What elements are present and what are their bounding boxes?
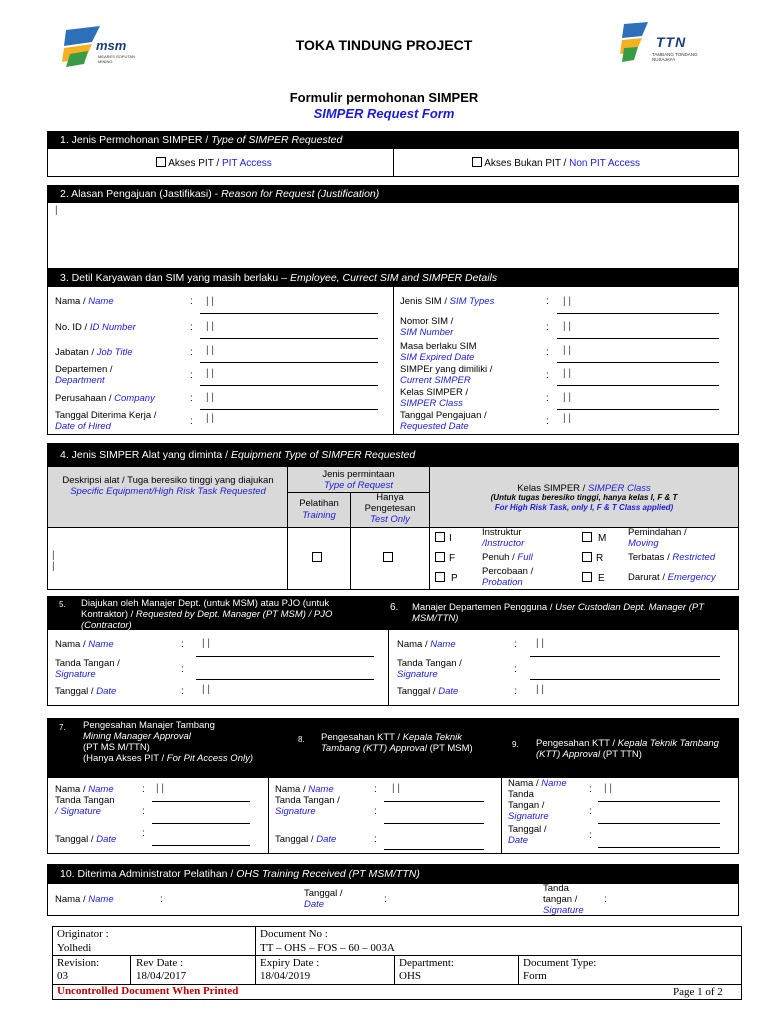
s5-signature-label: Tanda Tangan / Signature xyxy=(55,658,120,680)
docno-label: Document No : xyxy=(260,928,328,940)
revision-label: Revision: xyxy=(57,957,100,969)
class-m-option[interactable]: M xyxy=(582,532,606,544)
s8-date-label: Tanggal / Date xyxy=(275,834,337,845)
section4-title-en: Equipment Type of SIMPER Requested xyxy=(231,449,416,461)
s9-signature-label: Tanda Tangan / Signature xyxy=(508,789,549,822)
s9-name-label: Nama / Name xyxy=(508,778,567,789)
job-title-label: Jabatan / Job Title xyxy=(55,347,133,358)
class-f-option[interactable]: F xyxy=(435,552,455,564)
uncontrolled-notice: Uncontrolled Document When Printed xyxy=(57,985,239,997)
employee-id-label: No. ID / ID Number xyxy=(55,322,136,333)
pit-access-checkbox[interactable] xyxy=(156,157,166,167)
s8-name-label: Nama / Name xyxy=(275,784,334,795)
sim-type-label: Jenis SIM / SIM Types xyxy=(400,296,495,307)
department-footer-label: Department: xyxy=(399,957,454,969)
s7-name-label: Nama / Name xyxy=(55,784,114,795)
revdate-label: Rev Date : xyxy=(136,957,184,969)
company-input[interactable]: | | xyxy=(200,390,378,410)
s6-signature-label: Tanda Tangan / Signature xyxy=(397,658,462,680)
training-checkbox[interactable] xyxy=(312,552,322,564)
non-pit-access-label: Akses Bukan PIT / xyxy=(484,158,570,169)
simper-class-note: (Untuk tugas beresiko tinggi, hanya kelas I, F & T For High Risk Task, only I, F & T Class applied) xyxy=(490,493,678,512)
msm-logo-text: msm xyxy=(96,38,127,53)
section4-header xyxy=(47,443,739,467)
section3-title-en: Employee, Currect SIM and SIMPER Details xyxy=(289,272,498,284)
requested-date-input[interactable]: | | xyxy=(563,413,571,424)
department-input[interactable]: | | xyxy=(200,366,378,386)
sim-expiry-input[interactable]: | | xyxy=(557,343,719,363)
s5-name-label: Nama / Name xyxy=(55,639,114,650)
expiry-label: Expiry Date : xyxy=(260,957,320,969)
non-pit-access-checkbox[interactable] xyxy=(472,157,482,167)
request-type-col-header: Jenis permintaan Type of Request xyxy=(322,469,395,491)
s7-date-label: Tanggal / Date xyxy=(55,834,117,845)
simper-class-col-header: Kelas SIMPER / SIMPER Class xyxy=(517,483,651,494)
s5-name-input[interactable]: | | xyxy=(196,637,374,657)
section10-header xyxy=(47,864,739,884)
s10-signature-label: Tanda tangan / Signature xyxy=(543,883,584,916)
s7-signature-label: Tanda Tangan / Signature xyxy=(55,795,115,817)
employee-id-input[interactable]: | | xyxy=(200,319,378,339)
test-only-col-header: Hanya Pengetesan Test Only xyxy=(364,492,416,525)
s7-date-input[interactable] xyxy=(152,828,250,846)
section4-title: 4. Jenis SIMPER Alat yang diminta / xyxy=(60,449,229,461)
form-title: Formulir permohonan SIMPER xyxy=(289,90,479,105)
docno-value: TT – OHS – FOS – 60 – 003A xyxy=(260,942,395,954)
class-r-label: Terbatas / Restricted xyxy=(628,552,716,563)
class-p-label: Percobaan / Probation xyxy=(482,566,534,588)
section10-title-en: OHS Training Received (PT MSM/TTN) xyxy=(236,868,420,880)
equipment-col-header: Deskripsi alat / Tuga beresiko tinggi yang diajukan Specific Equipment/High Risk Task Requested xyxy=(62,475,274,497)
s10-signature-input[interactable] xyxy=(614,890,724,908)
section8-header: 8. Pengesahan KTT / Kepala Teknik Tambang (KTT) Approval (PT MSM) xyxy=(268,718,501,778)
sim-expiry-label: Masa berlaku SIM SIM Expired Date xyxy=(400,341,477,363)
hire-date-label: Tanggal Diterima Kerja / Date of Hired xyxy=(55,410,157,432)
pit-access-option[interactable] xyxy=(156,157,272,169)
s6-date-input[interactable]: | | xyxy=(536,684,544,695)
s6-signature-input[interactable] xyxy=(530,662,720,680)
non-pit-access-option[interactable] xyxy=(472,157,640,169)
class-e-label: Darurat / Emergency xyxy=(628,572,716,583)
msm-logo-subtext: MEARES SOPUTAN MINING xyxy=(98,54,136,64)
msm-logo xyxy=(62,24,146,72)
section1-title: 1. Jenis Permohonan SIMPER / xyxy=(60,134,209,146)
section7-header: 7. Pengesahan Manajer Tambang Mining Manager Approval (PT MS M/TTN) (Hanya Akses PIT / For Pit Access Only) xyxy=(47,718,268,778)
s10-date-label: Tanggal / Date xyxy=(304,888,343,910)
revision-value: 03 xyxy=(57,970,68,982)
training-col-header: Pelatihan Training xyxy=(299,498,339,521)
s7-name-input[interactable]: | | xyxy=(152,783,250,802)
ttn-logo-text: TTN xyxy=(656,34,687,50)
doctype-value: Form xyxy=(523,970,547,982)
s5-date-label: Tanggal / Date xyxy=(55,686,117,697)
simper-class-input[interactable]: | | xyxy=(557,390,719,410)
s7-signature-input[interactable] xyxy=(152,806,250,824)
ttn-logo-subtext: TAMBANG TONDANO NUSAJAYA xyxy=(652,52,698,62)
current-simper-label: SIMPEr yang dimiliki / Current SIMPER xyxy=(400,364,493,386)
section1-title-en: Type of SIMPER Requested xyxy=(211,134,343,146)
s9-date-label: Tanggal / Date xyxy=(508,824,547,846)
class-i-option[interactable]: I xyxy=(435,532,452,544)
class-e-option[interactable]: E xyxy=(582,572,605,584)
s6-name-input[interactable]: | | xyxy=(530,637,720,657)
s9-name-input[interactable]: | | xyxy=(598,783,720,802)
department-footer-value: OHS xyxy=(399,970,422,982)
pit-access-label-en: PIT Access xyxy=(221,158,272,169)
employee-name-input[interactable]: | | xyxy=(200,294,378,314)
sim-type-input[interactable]: | | xyxy=(557,294,719,314)
class-m-label: Pemindahan / Moving xyxy=(628,527,687,549)
section6-header: 6. Manajer Departemen Pengguna / User Custodian Dept. Manager (PT MSM/TTN) xyxy=(380,596,739,630)
s10-name-input[interactable] xyxy=(170,890,290,908)
justification-textarea[interactable]: | xyxy=(47,203,739,269)
section3-title: 3. Detil Karyawan dan SIM yang masih berlaku – xyxy=(60,272,288,284)
class-i-label: Instruktur /Instructor xyxy=(482,527,525,549)
section9-header: 9. Pengesahan KTT / Kepala Teknik Tambang (KTT) Approval (PT TTN) xyxy=(501,718,739,778)
job-title-input[interactable]: | | xyxy=(200,343,378,363)
section5-header: 5. Diajukan oleh Manajer Dept. (untuk MSM) atau PJO (untuk Kontraktor) / Requested by Dept. Manager (PT MSM) / PJO (Contractor) xyxy=(47,596,380,630)
s6-name-label: Nama / Name xyxy=(397,639,456,650)
section10-title: 10. Diterima Administrator Pelatihan / xyxy=(60,868,234,880)
s9-signature-input[interactable] xyxy=(598,806,720,824)
sim-number-label: Nomor SIM / SIM Number xyxy=(400,316,454,338)
form-subtitle: SIMPER Request Form xyxy=(313,106,455,121)
project-title: TOKA TINDUNG PROJECT xyxy=(295,37,473,53)
expiry-value: 18/04/2019 xyxy=(260,970,311,982)
pit-access-label: Akses PIT / xyxy=(168,158,222,169)
section2-title-en: Reason for Request (Justification) xyxy=(221,188,380,200)
section2-header xyxy=(47,185,739,203)
s5-signature-input[interactable] xyxy=(196,662,374,680)
employee-name-label: Nama / Name xyxy=(55,296,114,307)
originator-value: Yolhedi xyxy=(57,942,92,954)
s10-name-label: Nama / Name xyxy=(55,894,114,905)
test-only-checkbox[interactable] xyxy=(383,552,393,564)
ttn-logo xyxy=(618,22,708,72)
section1-header xyxy=(47,131,739,149)
s5-date-input[interactable]: | | xyxy=(202,684,210,695)
current-simper-input[interactable]: | | xyxy=(557,366,719,386)
hire-date-input[interactable]: | | xyxy=(206,413,214,424)
originator-label: Originator : xyxy=(57,928,109,940)
section3-header xyxy=(47,269,739,287)
s8-signature-label: Tanda Tangan / Signature xyxy=(275,795,340,817)
s8-date-input[interactable] xyxy=(384,832,484,850)
class-r-option[interactable]: R xyxy=(582,552,603,564)
s10-date-input[interactable] xyxy=(394,890,524,908)
class-f-label: Penuh / Full xyxy=(482,552,533,563)
s6-date-label: Tanggal / Date xyxy=(397,686,459,697)
simper-class-label: Kelas SIMPER / SIMPER Class xyxy=(400,387,469,409)
s8-signature-input[interactable] xyxy=(384,806,484,824)
sim-number-input[interactable]: | | xyxy=(557,319,719,339)
non-pit-access-label-en: Non PIT Access xyxy=(569,158,641,169)
revdate-value: 18/04/2017 xyxy=(136,970,187,982)
department-label: Departemen / Department xyxy=(55,364,113,386)
page-number: Page 1 of 2 xyxy=(673,986,723,998)
doctype-label: Document Type: xyxy=(523,957,597,969)
s9-date-input[interactable] xyxy=(598,830,720,848)
company-label: Perusahaan / Company xyxy=(55,393,155,404)
class-p-option[interactable]: P xyxy=(435,572,458,584)
s8-name-input[interactable]: | | xyxy=(384,783,484,802)
section2-title: 2. Alasan Pengajuan (Jastifikasi) - xyxy=(60,188,219,200)
requested-date-label: Tanggal Pengajuan / Requested Date xyxy=(400,410,487,432)
